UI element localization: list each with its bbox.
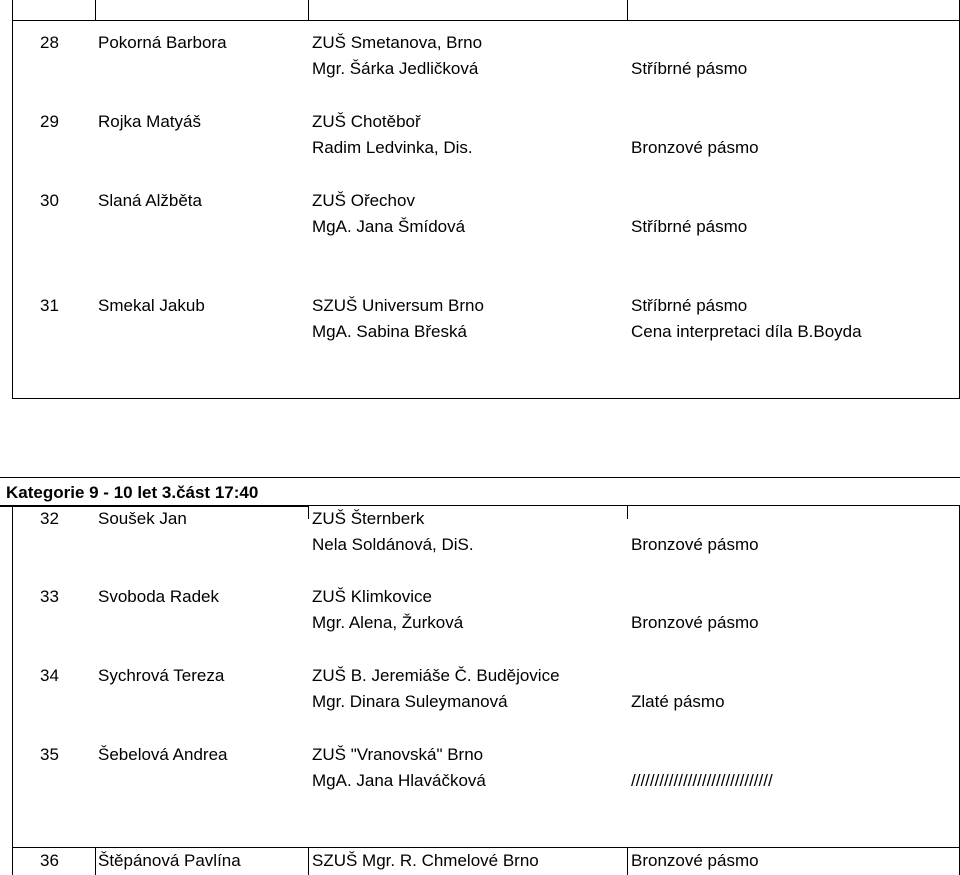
teacher-name: Radim Ledvinka, Dis. bbox=[312, 138, 473, 157]
row-number: 28 bbox=[40, 33, 59, 52]
competitor-name: Sychrová Tereza bbox=[98, 666, 225, 685]
competitor-name: Slaná Alžběta bbox=[98, 191, 202, 210]
grid-line bbox=[95, 0, 96, 20]
grid-line bbox=[12, 505, 13, 875]
grid-line bbox=[12, 20, 960, 21]
school-name: ZUŠ Smetanova, Brno bbox=[312, 33, 483, 52]
teacher-name: Mgr. Dinara Suleymanová bbox=[312, 692, 508, 711]
competitor-name: Smekal Jakub bbox=[98, 296, 205, 315]
teacher-name: MgA. Sabina Břeská bbox=[312, 322, 467, 341]
grid-line bbox=[12, 0, 13, 398]
teacher-name: Nela Soldánová, DiS. bbox=[312, 535, 474, 554]
competitor-name: Štěpánová Pavlína bbox=[98, 851, 241, 870]
row-number: 29 bbox=[40, 112, 59, 131]
competitor-name: Pokorná Barbora bbox=[98, 33, 227, 52]
grid-line bbox=[308, 0, 309, 20]
award-note: Cena interpretaci díla B.Boyda bbox=[631, 322, 862, 341]
row-number: 35 bbox=[40, 745, 59, 764]
grid-line bbox=[308, 505, 309, 519]
grid-line bbox=[308, 505, 960, 506]
school-name: ZUŠ Ořechov bbox=[312, 191, 415, 210]
competitor-name: Rojka Matyáš bbox=[98, 112, 201, 131]
grid-line bbox=[308, 847, 309, 875]
grid-line bbox=[627, 847, 628, 875]
row-number: 30 bbox=[40, 191, 59, 210]
row-number: 34 bbox=[40, 666, 59, 685]
result: Bronzové pásmo bbox=[631, 535, 759, 554]
row-number: 33 bbox=[40, 587, 59, 606]
school-name: ZUŠ Klimkovice bbox=[312, 587, 432, 606]
competitor-name: Soušek Jan bbox=[98, 509, 187, 528]
school-name: ZUŠ Chotěboř bbox=[312, 112, 421, 131]
grid-line bbox=[12, 398, 960, 399]
result: Bronzové pásmo bbox=[631, 138, 759, 157]
teacher-name: Mgr. Alena, Žurková bbox=[312, 613, 464, 632]
result: Zlaté pásmo bbox=[631, 692, 725, 711]
result: Stříbrné pásmo bbox=[631, 296, 748, 315]
grid-line bbox=[95, 847, 96, 875]
row-number: 31 bbox=[40, 296, 59, 315]
teacher-name: Mgr. Šárka Jedličková bbox=[312, 59, 479, 78]
result: Bronzové pásmo bbox=[631, 851, 759, 870]
school-name: ZUŠ Šternberk bbox=[312, 509, 425, 528]
result: ////////////////////////////// bbox=[631, 771, 773, 790]
school-name: SZUŠ Universum Brno bbox=[312, 296, 484, 315]
grid-line bbox=[627, 505, 628, 519]
school-name: ZUŠ B. Jeremiáše Č. Budějovice bbox=[312, 666, 560, 685]
row-number: 36 bbox=[40, 851, 59, 870]
row-number: 32 bbox=[40, 509, 59, 528]
grid-line bbox=[0, 505, 308, 507]
grid-line bbox=[627, 0, 628, 20]
teacher-name: MgA. Jana Hlaváčková bbox=[312, 771, 486, 790]
teacher-name: MgA. Jana Šmídová bbox=[312, 217, 466, 236]
school-name: SZUŠ Mgr. R. Chmelové Brno bbox=[312, 851, 539, 870]
grid-line bbox=[12, 847, 960, 848]
result: Stříbrné pásmo bbox=[631, 59, 748, 78]
category-heading: Kategorie 9 - 10 let 3.část 17:40 bbox=[6, 483, 259, 502]
result: Bronzové pásmo bbox=[631, 613, 759, 632]
result: Stříbrné pásmo bbox=[631, 217, 748, 236]
competitor-name: Svoboda Radek bbox=[98, 587, 219, 606]
section-divider bbox=[0, 477, 960, 478]
competitor-name: Šebelová Andrea bbox=[98, 745, 228, 764]
school-name: ZUŠ "Vranovská" Brno bbox=[312, 745, 484, 764]
